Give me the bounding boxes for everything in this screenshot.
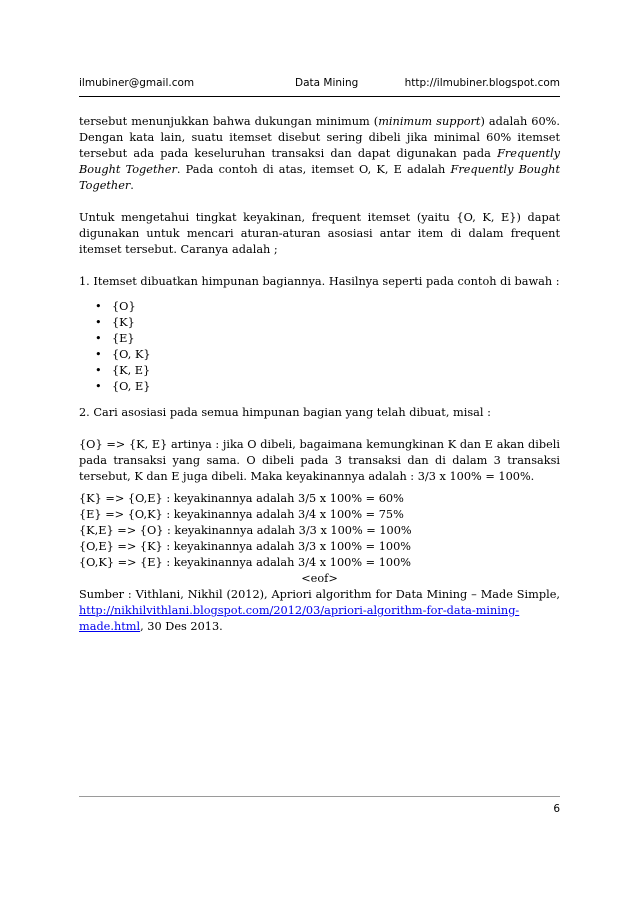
bullet-icon: • xyxy=(95,300,102,313)
header-email: ilmubiner@gmail.com xyxy=(79,77,195,89)
text-run: , 30 Des 2013. xyxy=(140,620,223,633)
subset-label: {O} xyxy=(112,300,136,313)
text-run: ) adalah 60%. Dengan kata lain, suatu itemset disebut sering dibeli jika minimal 60% itemset tersebut ada pada keseluruhan transaksi dan dapat digunakan pada xyxy=(79,115,560,160)
rule-line: {O,K} => {E} : keyakinannya adalah 3/4 x 100% = 100% xyxy=(79,556,411,569)
subset-label: {K} xyxy=(112,316,135,329)
header-divider xyxy=(79,96,560,97)
subset-label: {E} xyxy=(112,332,135,345)
header-website: http://ilmubiner.blogspot.com xyxy=(404,77,560,89)
italic-term: minimum support xyxy=(378,115,481,128)
bullet-icon: • xyxy=(95,380,102,393)
rule-line: {K} => {O,E} : keyakinannya adalah 3/5 x 100% = 60% xyxy=(79,492,404,505)
rule-list xyxy=(79,491,560,571)
list-item xyxy=(79,315,560,331)
source-link[interactable]: http://nikhilvithlani.blogspot.com/2012/03/apriori-algorithm-for-data-mining-made.html xyxy=(79,604,520,633)
rule-line: {O,E} => {K} : keyakinannya adalah 3/3 x 100% = 100% xyxy=(79,540,411,553)
footer-divider xyxy=(79,796,560,797)
italic-term: Frequently Bought Together xyxy=(79,163,560,192)
text-run: tersebut menunjukkan bahwa dukungan minimum ( xyxy=(79,115,379,128)
step-1: 1. Itemset dibuatkan himpunan bagiannya. Hasilnya seperti pada contoh di bawah : xyxy=(79,275,560,288)
list-item xyxy=(79,299,560,315)
step-2: 2. Cari asosiasi pada semua himpunan bagian yang telah dibuat, misal : xyxy=(79,406,491,419)
rule-line: {K,E} => {O} : keyakinannya adalah 3/3 x 100% = 100% xyxy=(79,524,412,537)
text-run: . Pada contoh di atas, itemset O, K, E adalah xyxy=(176,163,451,176)
paragraph-support xyxy=(79,114,560,194)
bullet-icon: • xyxy=(95,364,102,377)
list-item xyxy=(79,363,560,379)
bullet-icon: • xyxy=(95,332,102,345)
source-citation xyxy=(79,587,560,635)
subset-list xyxy=(79,299,560,395)
subset-label: {K, E} xyxy=(112,364,151,377)
text-run: Sumber : Vithlani, Nikhil (2012), Apriori algorithm for Data Mining – Made Simple, xyxy=(79,588,560,601)
header-title: Data Mining xyxy=(295,77,359,89)
rule-line: {E} => {O,K} : keyakinannya adalah 3/4 x 100% = 75% xyxy=(79,508,404,521)
document-body xyxy=(79,114,560,635)
paragraph-example: {O} => {K, E} artinya : jika O dibeli, bagaimana kemungkinan K dan E akan dibeli pada transaksi yang sama. O dibeli pada 3 transaksi dan di dalam 3 transaksi tersebut, K dan E juga dibeli. Maka keyakinannya adalah : 3/3 x 100% = 100%. xyxy=(79,438,560,483)
bullet-icon: • xyxy=(95,316,102,329)
paragraph-confidence: Untuk mengetahui tingkat keyakinan, frequent itemset (yaitu {O, K, E}) dapat digunakan untuk mencari aturan-aturan asosiasi antar item di dalam frequent itemset tersebut. Caranya adalah ; xyxy=(79,211,560,256)
text-run: . xyxy=(130,179,134,192)
list-item xyxy=(79,379,560,395)
list-item xyxy=(79,347,560,363)
italic-term: Frequently Bought Together xyxy=(79,147,560,176)
list-item xyxy=(79,331,560,347)
bullet-icon: • xyxy=(95,348,102,361)
subset-label: {O, K} xyxy=(112,348,151,361)
page-number: 6 xyxy=(553,803,560,815)
end-of-file-marker: <eof> xyxy=(301,572,338,585)
subset-label: {O, E} xyxy=(112,380,151,393)
